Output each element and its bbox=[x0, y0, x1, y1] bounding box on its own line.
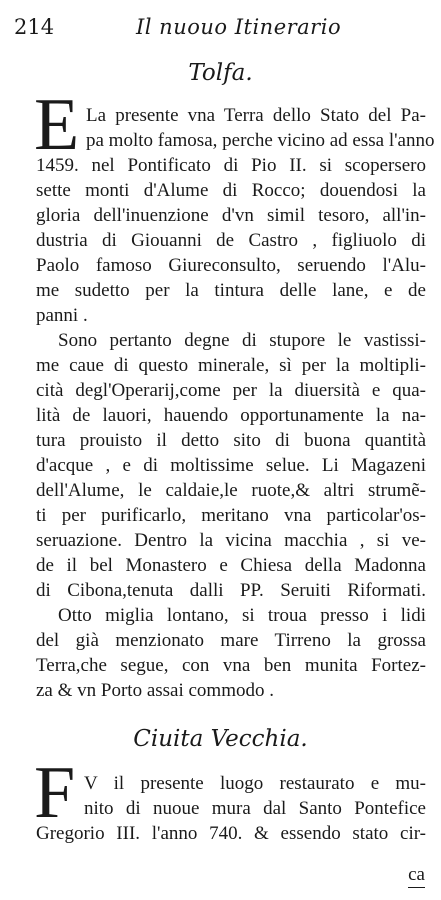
drop-cap-e: E bbox=[34, 84, 80, 166]
running-head bbox=[14, 12, 424, 42]
text-line: seruazione. Dentro la vicina macchia , si ve- bbox=[36, 530, 426, 551]
section-title-ciuita-vecchia: Ciuita Vecchia. bbox=[133, 726, 308, 752]
text-line: panni . bbox=[36, 305, 88, 326]
text-line: sette monti d'Alume di Rocco; douendosi la bbox=[36, 180, 426, 201]
text-line: Otto miglia lontano, si troua presso i lidi bbox=[58, 605, 426, 626]
drop-cap-f: F bbox=[34, 752, 76, 834]
section-title-tolfa: Tolfa. bbox=[188, 60, 253, 86]
text-line: cità degl'Operarij,come per la diuersità e qua- bbox=[36, 380, 426, 401]
text-line: Terra,che segue, con vna ben munita Fortez- bbox=[36, 655, 426, 676]
text-line: pa molto famosa, perche vicino ad essa l'anno bbox=[86, 130, 435, 151]
text-line: d'acque , e di moltissime selue. Li Magazeni bbox=[36, 455, 426, 476]
text-line: tura prouisto il detto sito di buona quantità bbox=[36, 430, 426, 451]
text-line: dell'Alume, le caldaie,le ruote,& altri strumẽ- bbox=[36, 480, 426, 501]
text-line: La presente vna Terra dello Stato del Pa- bbox=[86, 105, 426, 126]
text-line: di Cibona,tenuta dalli PP. Seruiti Riformati. bbox=[36, 580, 426, 601]
text-line: V il presente luogo restaurato e mu- bbox=[84, 773, 426, 794]
text-line: de il bel Monastero e Chiesa della Madonna bbox=[36, 555, 426, 576]
running-title: Il nuouo Itinerario bbox=[136, 15, 342, 39]
text-line: ti per purificarlo, meritano vna particolar'os- bbox=[36, 505, 426, 526]
text-line: me caue di questo minerale, sì per la moltipli- bbox=[36, 355, 426, 376]
catchword: ca bbox=[408, 862, 425, 888]
text-line: gloria dell'inuenzione d'vn simil tesoro, all'in- bbox=[36, 205, 426, 226]
text-line: Gregorio III. l'anno 740. & essendo stato cir- bbox=[36, 823, 426, 844]
text-line: 1459. nel Pontificato di Pio II. si scopersero bbox=[36, 155, 426, 176]
page-number: 214 bbox=[14, 15, 55, 39]
text-line: me sudetto per la tintura delle lane, e de bbox=[36, 280, 426, 301]
text-line: za & vn Porto assai commodo . bbox=[36, 680, 274, 701]
text-line: del già menzionato mare Tirreno la grossa bbox=[36, 630, 426, 651]
text-line: dustria di Giouanni de Castro , figliuolo di bbox=[36, 230, 426, 251]
text-line: Paolo famoso Giureconsulto, seruendo l'Alu- bbox=[36, 255, 426, 276]
text-line: lità de lauori, hauendo opportunamente la na- bbox=[36, 405, 426, 426]
text-line: Sono pertanto degne di stupore le vastissi- bbox=[58, 330, 426, 351]
text-line: nito di nuoue mura dal Santo Pontefice bbox=[84, 798, 426, 819]
